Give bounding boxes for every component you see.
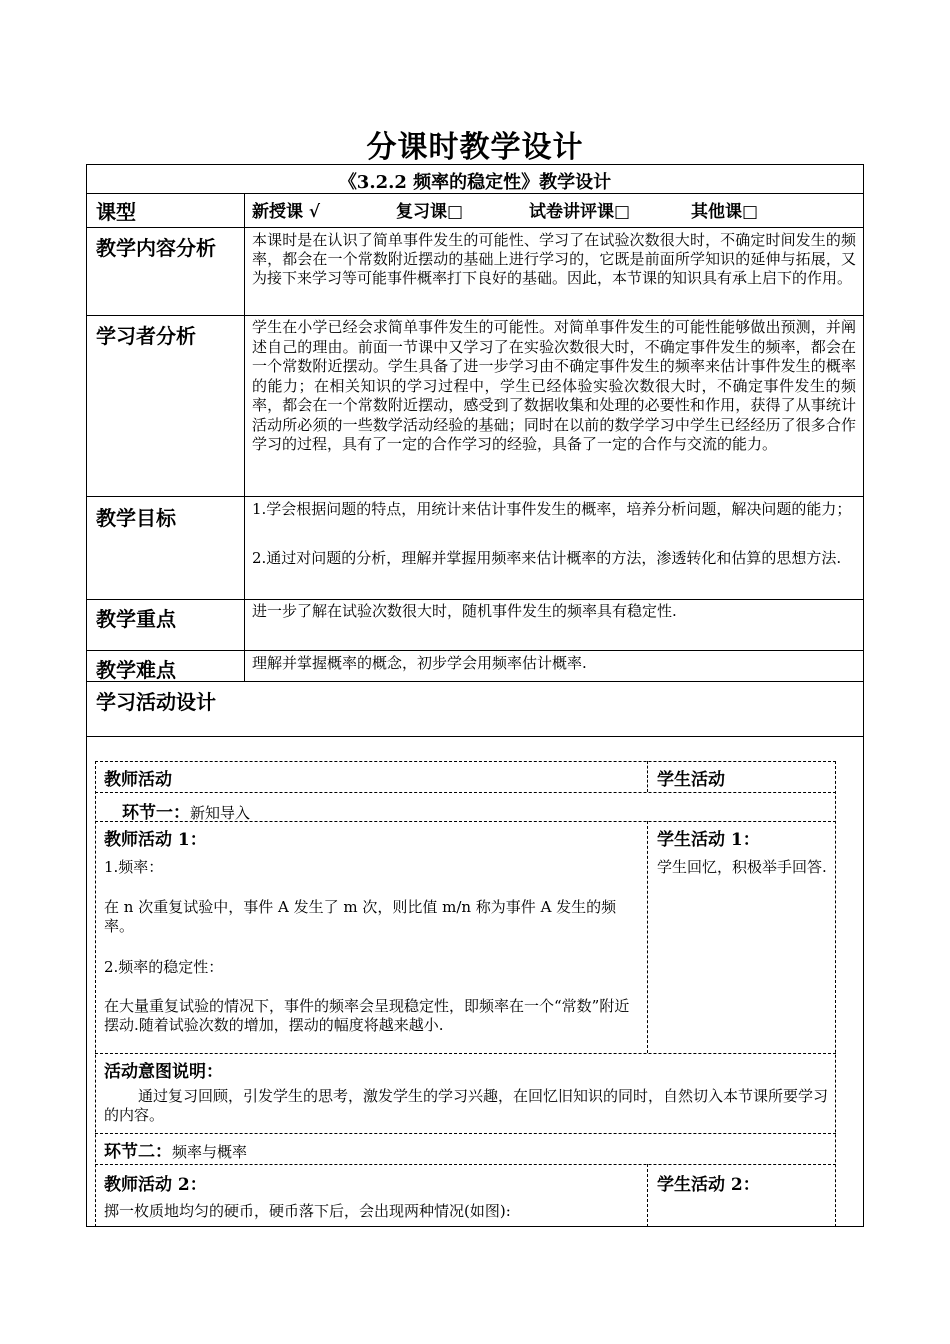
row-divider [86,227,864,228]
activity-column-divider [647,1164,648,1227]
difficulties-text: 理解并掌握概率的概念，初步学会用频率估计概率. [252,654,587,672]
objective-item: 2.通过对问题的分析，理解并掌握用频率来估计概率的方法，渗透转化和估算的思想方法. [252,549,842,567]
activity-column-divider [647,761,648,792]
content-analysis-text: 本课时是在认识了简单事件发生的可能性、学习了在试验次数很大时，不确定时间发生的频率，都会在一个常数附近摆动的基础上进行学习的，它既是前面所学知识的延伸与拓展，又为接下来学习等可能事件概率打下良好的基础。因此，本节课的知识具有承上启下的作用。 [252,231,856,287]
activity-row-divider [95,1164,836,1165]
frequency-heading: 1.频率： [104,858,164,876]
key-points-text: 进一步了解在试验次数很大时，随机事件发生的频率具有稳定性. [252,602,677,620]
stability-heading: 2.频率的稳定性： [104,958,224,976]
student-activity-1-text: 学生回忆，积极举手回答. [657,858,827,876]
lesson-title: 《3.2.2 频率的稳定性》教学设计 [338,172,612,193]
row-divider [86,315,864,316]
teacher-activity-1-label: 教师活动 1： [104,830,207,850]
learner-analysis-text: 学生在小学已经会求简单事件发生的可能性。对简单事件发生的可能性能够做出预测，并阐述自己的理由。前面一节课中又学习了在实验次数很大时，不确定事件发生的频率，都会在一个常数附近摆动。学生具备了进一步学习由不确定事件发生的频率来估计事件发生的概率的能力；在相关知识的学习过程中，学生已经体验实验次数很大时，不确定事件发生的频率，都会在一个常数附近摆动，感受到了数据收集和处理的必要性和作用，获得了从事统计活动所必须的一些数学活动经验的基础；同时在以前的数学学习中学生已经经历了很多合作学习的过程，具有了一定的合作学习的经验，具备了一定的合作与交流的能力。 [252,318,856,453]
option-paper-review: 试卷讲评课□ [529,202,631,222]
student-activity-header: 学生活动 [657,770,725,790]
activity-design-label: 学习活动设计 [96,690,216,714]
section-two-label: 环节二： [104,1142,172,1162]
student-activity-2-label: 学生活动 2： [657,1175,760,1195]
section-one-title: 新知导入 [190,804,251,822]
learner-analysis-label: 学习者分析 [96,324,196,348]
page-title: 分课时教学设计 [366,130,584,165]
row-divider [86,650,864,651]
activity-row-divider [95,761,836,762]
option-other: 其他课□ [691,202,759,222]
section-two [104,1137,247,1162]
objectives-label: 教学目标 [96,506,176,530]
intent-text: 通过复习回顾，引发学生的思考，激发学生的学习兴趣，在回忆旧知识的同时，自然切入本节课所要学习的内容。 [104,1087,829,1124]
activity-column-divider [647,821,648,1053]
frequency-definition: 在 n 次重复试验中，事件 A 发生了 m 次，则比值 m/n 称为事件 A 发生的频率。 [104,898,617,935]
row-divider [86,736,864,737]
teacher-activity-header: 教师活动 [104,770,172,790]
teacher-activity-2-label: 教师活动 2： [104,1175,207,1195]
teacher-activity-2-text: 掷一枚质地均匀的硬币，硬币落下后，会出现两种情况(如图): [104,1202,511,1220]
section-one-label: 环节一： [122,803,190,823]
student-activity-1-label: 学生活动 1： [657,830,760,850]
activity-row-divider [95,792,836,793]
content-analysis-label: 教学内容分析 [96,236,216,260]
course-type-label: 课型 [96,200,136,224]
intent-label: 活动意图说明： [104,1062,223,1082]
activity-row-divider [95,1133,836,1134]
key-points-label: 教学重点 [96,607,176,631]
section-two-title: 频率与概率 [172,1143,248,1161]
section-one [122,798,250,823]
option-new-lesson: 新授课 √ [252,202,321,222]
stability-definition: 在大量重复试验的情况下，事件的频率会呈现稳定性，即频率在一个“常数”附近摆动.随着试验次数的增加，摆动的幅度将越来越小. [104,997,630,1034]
objective-item: 1.学会根据问题的特点，用统计来估计事件发生的概率，培养分析问题，解决问题的能力； [252,500,852,518]
row-divider [86,681,864,682]
activity-row-divider [95,1053,836,1054]
difficulties-label: 教学难点 [96,658,176,682]
column-divider [244,193,245,681]
row-divider [86,496,864,497]
row-divider [86,599,864,600]
option-review: 复习课□ [396,202,464,222]
